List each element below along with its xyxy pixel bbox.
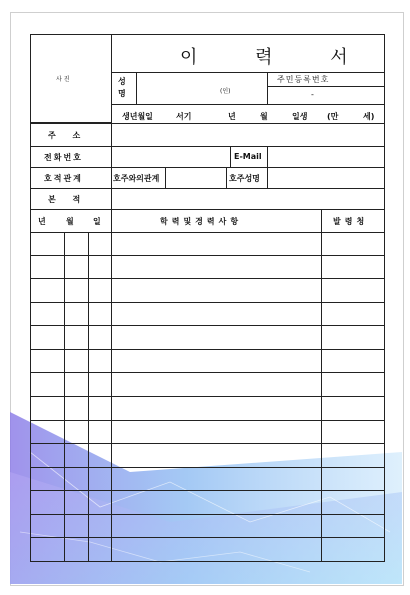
history-header-content: 학력및경력사항 [160, 217, 243, 226]
history-content-cell[interactable] [111, 232, 322, 256]
birth-age-close: 세) [363, 112, 375, 121]
history-issuer-cell[interactable] [321, 537, 385, 562]
history-issuer-cell[interactable] [321, 302, 385, 327]
history-month-cell[interactable] [64, 232, 89, 256]
history-month-cell[interactable] [64, 537, 89, 562]
history-year-cell[interactable] [30, 372, 65, 397]
history-day-cell[interactable] [88, 325, 112, 350]
history-content-cell[interactable] [111, 349, 322, 374]
history-issuer-cell[interactable] [321, 349, 385, 374]
history-month-cell[interactable] [64, 420, 89, 445]
history-day-cell[interactable] [88, 420, 112, 445]
history-issuer-cell[interactable] [321, 372, 385, 397]
history-year-cell[interactable] [30, 349, 65, 374]
origin-field[interactable] [111, 188, 385, 210]
address-field[interactable] [111, 123, 385, 147]
table-row [30, 396, 385, 421]
household-head-name-field[interactable] [267, 167, 385, 189]
history-content-cell[interactable] [111, 396, 322, 421]
history-year-cell[interactable] [30, 443, 65, 468]
history-issuer-cell[interactable] [321, 255, 385, 280]
history-year-cell[interactable] [30, 396, 65, 421]
history-issuer-cell[interactable] [321, 490, 385, 515]
history-year-cell[interactable] [30, 278, 65, 303]
history-day-cell[interactable] [88, 443, 112, 468]
history-year-cell[interactable] [30, 302, 65, 327]
history-content-cell[interactable] [111, 514, 322, 539]
history-day-cell[interactable] [88, 232, 112, 256]
history-content-cell[interactable] [111, 302, 322, 327]
history-day-cell[interactable] [88, 302, 112, 327]
history-header-day: 일 [93, 217, 101, 226]
resume-form [30, 34, 385, 562]
history-month-cell[interactable] [64, 372, 89, 397]
history-year-cell[interactable] [30, 537, 65, 562]
table-row [30, 467, 385, 492]
history-year-cell[interactable] [30, 467, 65, 492]
history-day-cell[interactable] [88, 514, 112, 539]
history-content-cell[interactable] [111, 467, 322, 492]
table-row [30, 302, 385, 327]
history-month-cell[interactable] [64, 467, 89, 492]
table-row [30, 255, 385, 280]
page-title: 이 력 서 [180, 47, 374, 68]
origin-label: 본 적 [48, 195, 81, 204]
history-month-cell[interactable] [64, 443, 89, 468]
history-day-cell[interactable] [88, 396, 112, 421]
table-row [30, 278, 385, 303]
history-month-cell[interactable] [64, 490, 89, 515]
history-year-cell[interactable] [30, 514, 65, 539]
history-issuer-cell[interactable] [321, 420, 385, 445]
history-content-cell[interactable] [111, 372, 322, 397]
history-content-cell[interactable] [111, 255, 322, 280]
table-row [30, 443, 385, 468]
birth-year: 년 [228, 112, 236, 121]
history-day-cell[interactable] [88, 467, 112, 492]
history-header-year: 년 [38, 217, 46, 226]
history-month-cell[interactable] [64, 396, 89, 421]
birth-age-open: (만 [327, 112, 339, 121]
table-row [30, 420, 385, 445]
history-header-month: 월 [66, 217, 74, 226]
rrn-field[interactable] [267, 86, 385, 105]
birth-era: 서기 [176, 112, 192, 121]
name-field[interactable] [136, 72, 268, 105]
email-field[interactable] [267, 146, 385, 168]
history-month-cell[interactable] [64, 349, 89, 374]
table-row [30, 349, 385, 374]
history-content-cell[interactable] [111, 278, 322, 303]
history-header-issuer: 발령청 [333, 217, 369, 226]
table-row [30, 514, 385, 539]
history-day-cell[interactable] [88, 490, 112, 515]
history-month-cell[interactable] [64, 302, 89, 327]
rrn-label: 주민등록번호 [277, 75, 330, 84]
birth-month: 월 [260, 112, 268, 121]
table-row [30, 537, 385, 562]
history-issuer-cell[interactable] [321, 467, 385, 492]
history-month-cell[interactable] [64, 325, 89, 350]
family-relation-label: 호적관계 [44, 174, 83, 183]
history-year-cell[interactable] [30, 420, 65, 445]
history-day-cell[interactable] [88, 278, 112, 303]
history-month-cell[interactable] [64, 255, 89, 280]
rrn-dash: - [311, 90, 314, 99]
birth-label: 생년월일 [122, 112, 153, 121]
photo-box[interactable] [30, 34, 112, 123]
name-label: 성 명 [118, 77, 126, 98]
photo-label: 사 진 [56, 76, 70, 83]
history-issuer-cell[interactable] [321, 325, 385, 350]
history-issuer-cell[interactable] [321, 396, 385, 421]
household-head-relation-label: 호주와의관계 [113, 174, 160, 183]
phone-field[interactable] [111, 146, 231, 168]
birth-day: 일생 [292, 112, 308, 121]
history-year-cell[interactable] [30, 232, 65, 256]
history-issuer-cell[interactable] [321, 443, 385, 468]
history-year-cell[interactable] [30, 490, 65, 515]
history-content-cell[interactable] [111, 325, 322, 350]
history-content-cell[interactable] [111, 490, 322, 515]
table-row [30, 372, 385, 397]
history-day-cell[interactable] [88, 349, 112, 374]
household-head-relation-field[interactable] [165, 167, 227, 189]
phone-label: 전화번호 [44, 153, 83, 162]
seal-label: (인) [220, 88, 231, 95]
history-table [30, 232, 385, 562]
history-day-cell[interactable] [88, 372, 112, 397]
history-issuer-cell[interactable] [321, 278, 385, 303]
history-day-cell[interactable] [88, 537, 112, 562]
history-year-cell[interactable] [30, 325, 65, 350]
table-row [30, 232, 385, 256]
table-row [30, 325, 385, 350]
history-month-cell[interactable] [64, 278, 89, 303]
history-month-cell[interactable] [64, 514, 89, 539]
history-day-cell[interactable] [88, 255, 112, 280]
table-row [30, 490, 385, 515]
address-label: 주 소 [48, 131, 81, 140]
history-content-cell[interactable] [111, 420, 322, 445]
history-issuer-cell[interactable] [321, 232, 385, 256]
history-year-cell[interactable] [30, 255, 65, 280]
household-head-name-label: 호주성명 [229, 174, 260, 183]
history-issuer-cell[interactable] [321, 514, 385, 539]
history-content-cell[interactable] [111, 443, 322, 468]
history-content-cell[interactable] [111, 537, 322, 562]
email-label: E-Mail [234, 152, 262, 161]
